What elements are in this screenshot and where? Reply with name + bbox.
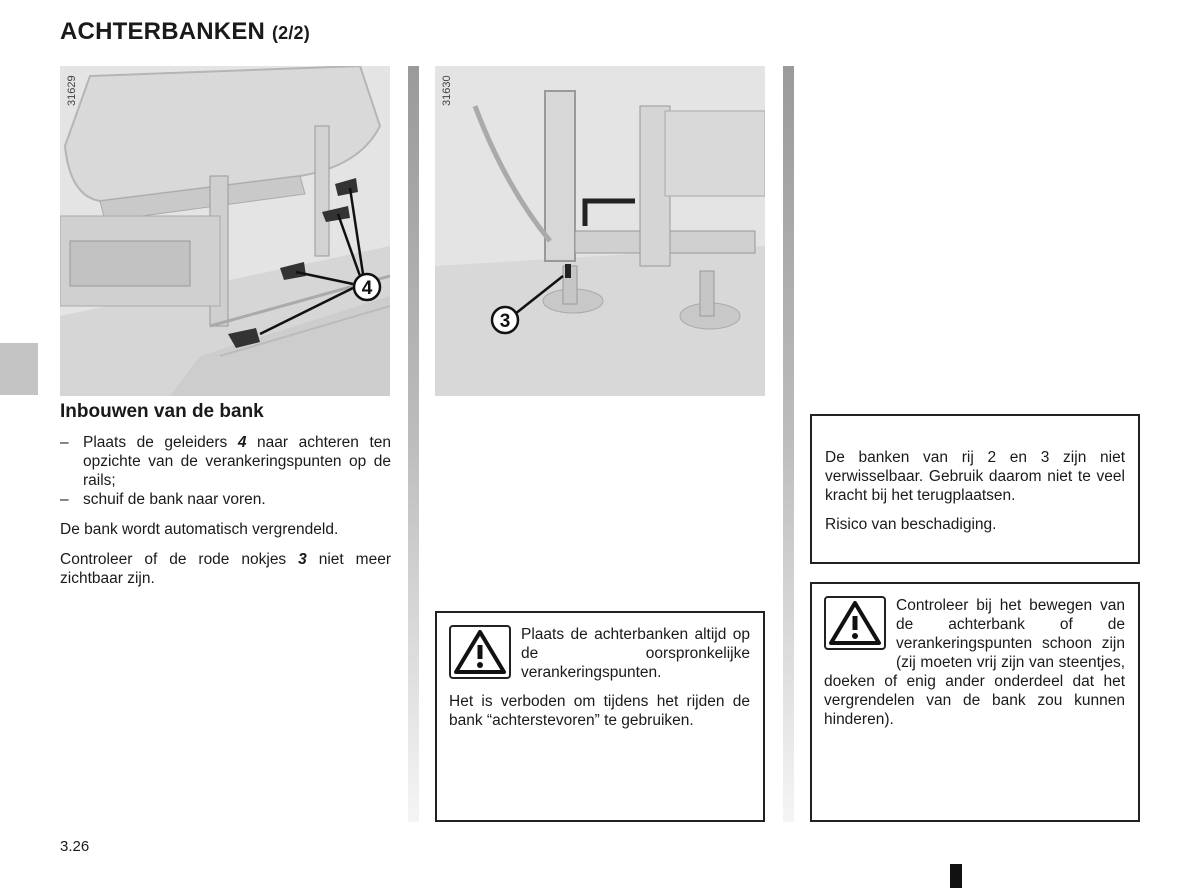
chapter-tab [0,343,38,395]
column-divider-right [783,66,794,822]
warning-box-seat-anchors [435,611,765,822]
warning-triangle-icon [824,596,886,650]
print-mark [950,864,962,888]
page-title [60,18,310,46]
section-body [60,433,391,599]
callout-3: 3 [499,311,511,332]
list-text: naar achteren ten opzichte van de verankeringspunten op de rails; [83,434,392,489]
warning-text-2: Het is verboden om tijdens het rijden de bank “achterstevoren” te gebruiken. [449,693,750,729]
warning-triangle-icon [449,625,511,679]
para-text: niet meer zichtbaar zijn. [60,551,391,587]
list-text: schuif de bank naar voren. [83,491,266,508]
column-divider-left [408,66,419,822]
paragraph-check [60,550,391,588]
page-number: 3.26 [60,838,90,855]
notice-text-2: Risico van beschadiging. [825,516,997,533]
red-lugs-illustration [435,66,765,396]
list-text: Plaats de geleiders [83,434,238,451]
figure-seat-guides [60,66,390,396]
warning-text: Controleer bij het bewegen van de achterbank of de verankeringspunten schoon zijn (zij moeten vrij zijn van steentjes, doeken of enig ander onderdeel dat het vergrendelen van de bank zou kunnen hinderen). [824,597,1125,728]
warning-box-clean-anchors [810,582,1140,822]
list-dash: – [60,434,69,451]
page-title-subtitle: (2/2) [271,23,310,43]
list-item [60,490,391,509]
section-heading: Inbouwen van de bank [60,401,264,422]
seat-guides-illustration [60,66,390,396]
ref-number: 3 [298,551,307,568]
notice-text-1: De banken van rij 2 en 3 zijn niet verwisselbaar. Gebruik daarom niet te veel kracht bij het terugplaatsen. [825,449,1125,504]
instruction-list [60,433,391,509]
warning-text-1: Plaats de achterbanken altijd op de oorspronkelijke verankeringspunten. [521,626,750,681]
list-dash: – [60,491,69,508]
figure-red-lugs [435,66,765,396]
notice-box-not-interchangeable [810,414,1140,564]
ref-number: 4 [237,434,247,451]
para-text: Controleer of de rode nokjes [60,551,299,568]
page-title-text: ACHTERBANKEN [60,18,266,45]
figure-ref-1: 31629 [66,75,78,106]
paragraph-locked: De bank wordt automatisch vergrendeld. [60,521,339,538]
figure-ref-2: 31630 [441,75,453,106]
callout-4: 4 [361,278,373,299]
list-item [60,433,391,490]
